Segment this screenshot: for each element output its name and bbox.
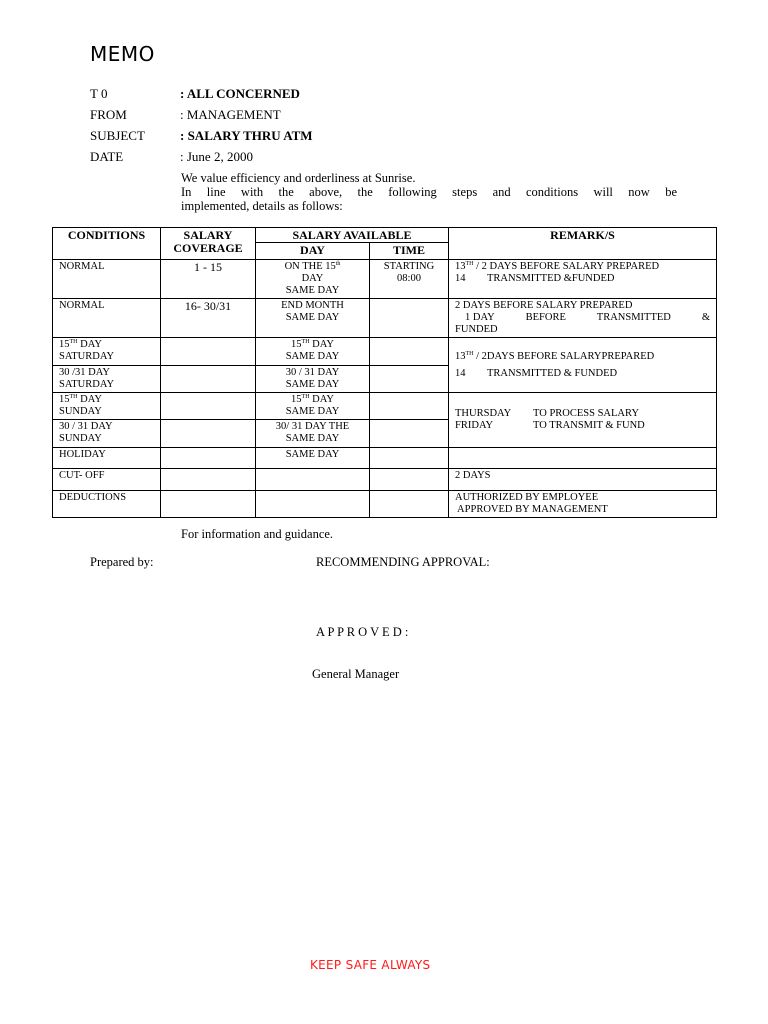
from-label: FROM [90, 107, 127, 122]
coverage-cell [161, 393, 256, 420]
day-cell: 15TH DAY SAME DAY [256, 393, 370, 420]
day-cell: ON THE 15th DAY SAME DAY [256, 260, 370, 299]
footer-keep-safe: KEEP SAFE ALWAYS [310, 958, 431, 972]
coverage-cell: 16- 30/31 [161, 299, 256, 338]
day-cell: END MONTH SAME DAY [256, 299, 370, 338]
table-header-row [53, 228, 717, 243]
time-cell [370, 420, 449, 448]
subject-label: SUBJECT [90, 128, 145, 143]
intro-line-2: In line with the above, the following steps and conditions will now be [181, 185, 677, 199]
day-cell: 30 / 31 DAY SAME DAY [256, 366, 370, 393]
table-row [53, 491, 717, 518]
intro-line-3: implemented, details as follows: [181, 199, 343, 213]
table-row [53, 338, 717, 366]
table-row [53, 393, 717, 420]
condition-cell: 15TH DAY SUNDAY [53, 393, 161, 420]
day-cell: 15TH DAY SAME DAY [256, 338, 370, 366]
condition-cell: CUT- OFF [53, 469, 161, 491]
remark-cell-saturday: 13TH / 2DAYS BEFORE SALARYPREPARED 14 TRANSMITTED & FUNDED [449, 338, 717, 393]
day-cell: SAME DAY [256, 448, 370, 469]
coverage-cell [161, 448, 256, 469]
coverage-cell [161, 469, 256, 491]
day-cell: 30/ 31 DAY THE SAME DAY [256, 420, 370, 448]
subject-value: : SALARY THRU ATM [180, 128, 313, 143]
time-cell [370, 366, 449, 393]
general-manager-label: General Manager [312, 667, 400, 681]
date-value: : June 2, 2000 [180, 149, 253, 164]
condition-cell: HOLIDAY [53, 448, 161, 469]
info-line: For information and guidance. [181, 527, 334, 541]
time-cell [370, 393, 449, 420]
coverage-cell: 1 - 15 [161, 260, 256, 299]
coverage-cell [161, 491, 256, 518]
header-conditions: CONDITIONS [53, 228, 161, 260]
condition-cell: NORMAL [53, 260, 161, 299]
time-cell [370, 338, 449, 366]
time-cell [370, 469, 449, 491]
condition-cell: 30 /31 DAY SATURDAY [53, 366, 161, 393]
condition-cell: DEDUCTIONS [53, 491, 161, 518]
time-cell [370, 491, 449, 518]
coverage-cell [161, 420, 256, 448]
to-label: T 0 [90, 86, 108, 101]
condition-cell: 30 / 31 DAY SUNDAY [53, 420, 161, 448]
table-row [53, 469, 717, 491]
remark-cell-sunday: THURSDAY TO PROCESS SALARY FRIDAY TO TRANSMIT & FUND [449, 393, 717, 448]
day-cell [256, 469, 370, 491]
intro-paragraph [181, 171, 677, 213]
approved-label: A P P R O V E D : [316, 625, 409, 639]
remark-cell: 13TH / 2 DAYS BEFORE SALARY PREPARED 14 TRANSMITTED &FUNDED [449, 260, 717, 299]
condition-cell: 15TH DAY SATURDAY [53, 338, 161, 366]
time-cell [370, 299, 449, 338]
remark-cell: 2 DAYS BEFORE SALARY PREPARED 1 DAY BEFORE TRANSMITTED & FUNDED [449, 299, 717, 338]
header-day: DAY [256, 243, 370, 260]
memo-header [90, 86, 490, 166]
time-cell: STARTING 08:00 [370, 260, 449, 299]
remark-cell: 2 DAYS [449, 469, 717, 491]
to-value: : ALL CONCERNED [180, 86, 300, 101]
header-remarks: REMARK/S [449, 228, 717, 260]
header-time: TIME [370, 243, 449, 260]
remark-cell [449, 448, 717, 469]
from-value: : MANAGEMENT [180, 107, 281, 122]
day-cell [256, 491, 370, 518]
intro-line-1: We value efficiency and orderliness at Sunrise. [181, 171, 416, 185]
table-row [53, 299, 717, 338]
salary-conditions-table [52, 227, 717, 518]
table-row [53, 448, 717, 469]
memo-title: MEMO [90, 42, 155, 66]
recommending-approval-label: RECOMMENDING APPROVAL: [316, 555, 490, 569]
table-row [53, 260, 717, 299]
header-salary-available: SALARY AVAILABLE [256, 228, 449, 243]
header-salary-coverage: SALARY COVERAGE [161, 228, 256, 260]
prepared-by-label: Prepared by: [90, 555, 154, 569]
condition-cell: NORMAL [53, 299, 161, 338]
coverage-cell [161, 338, 256, 366]
coverage-cell [161, 366, 256, 393]
time-cell [370, 448, 449, 469]
date-label: DATE [90, 149, 124, 164]
remark-cell: AUTHORIZED BY EMPLOYEE APPROVED BY MANAGEMENT [449, 491, 717, 518]
